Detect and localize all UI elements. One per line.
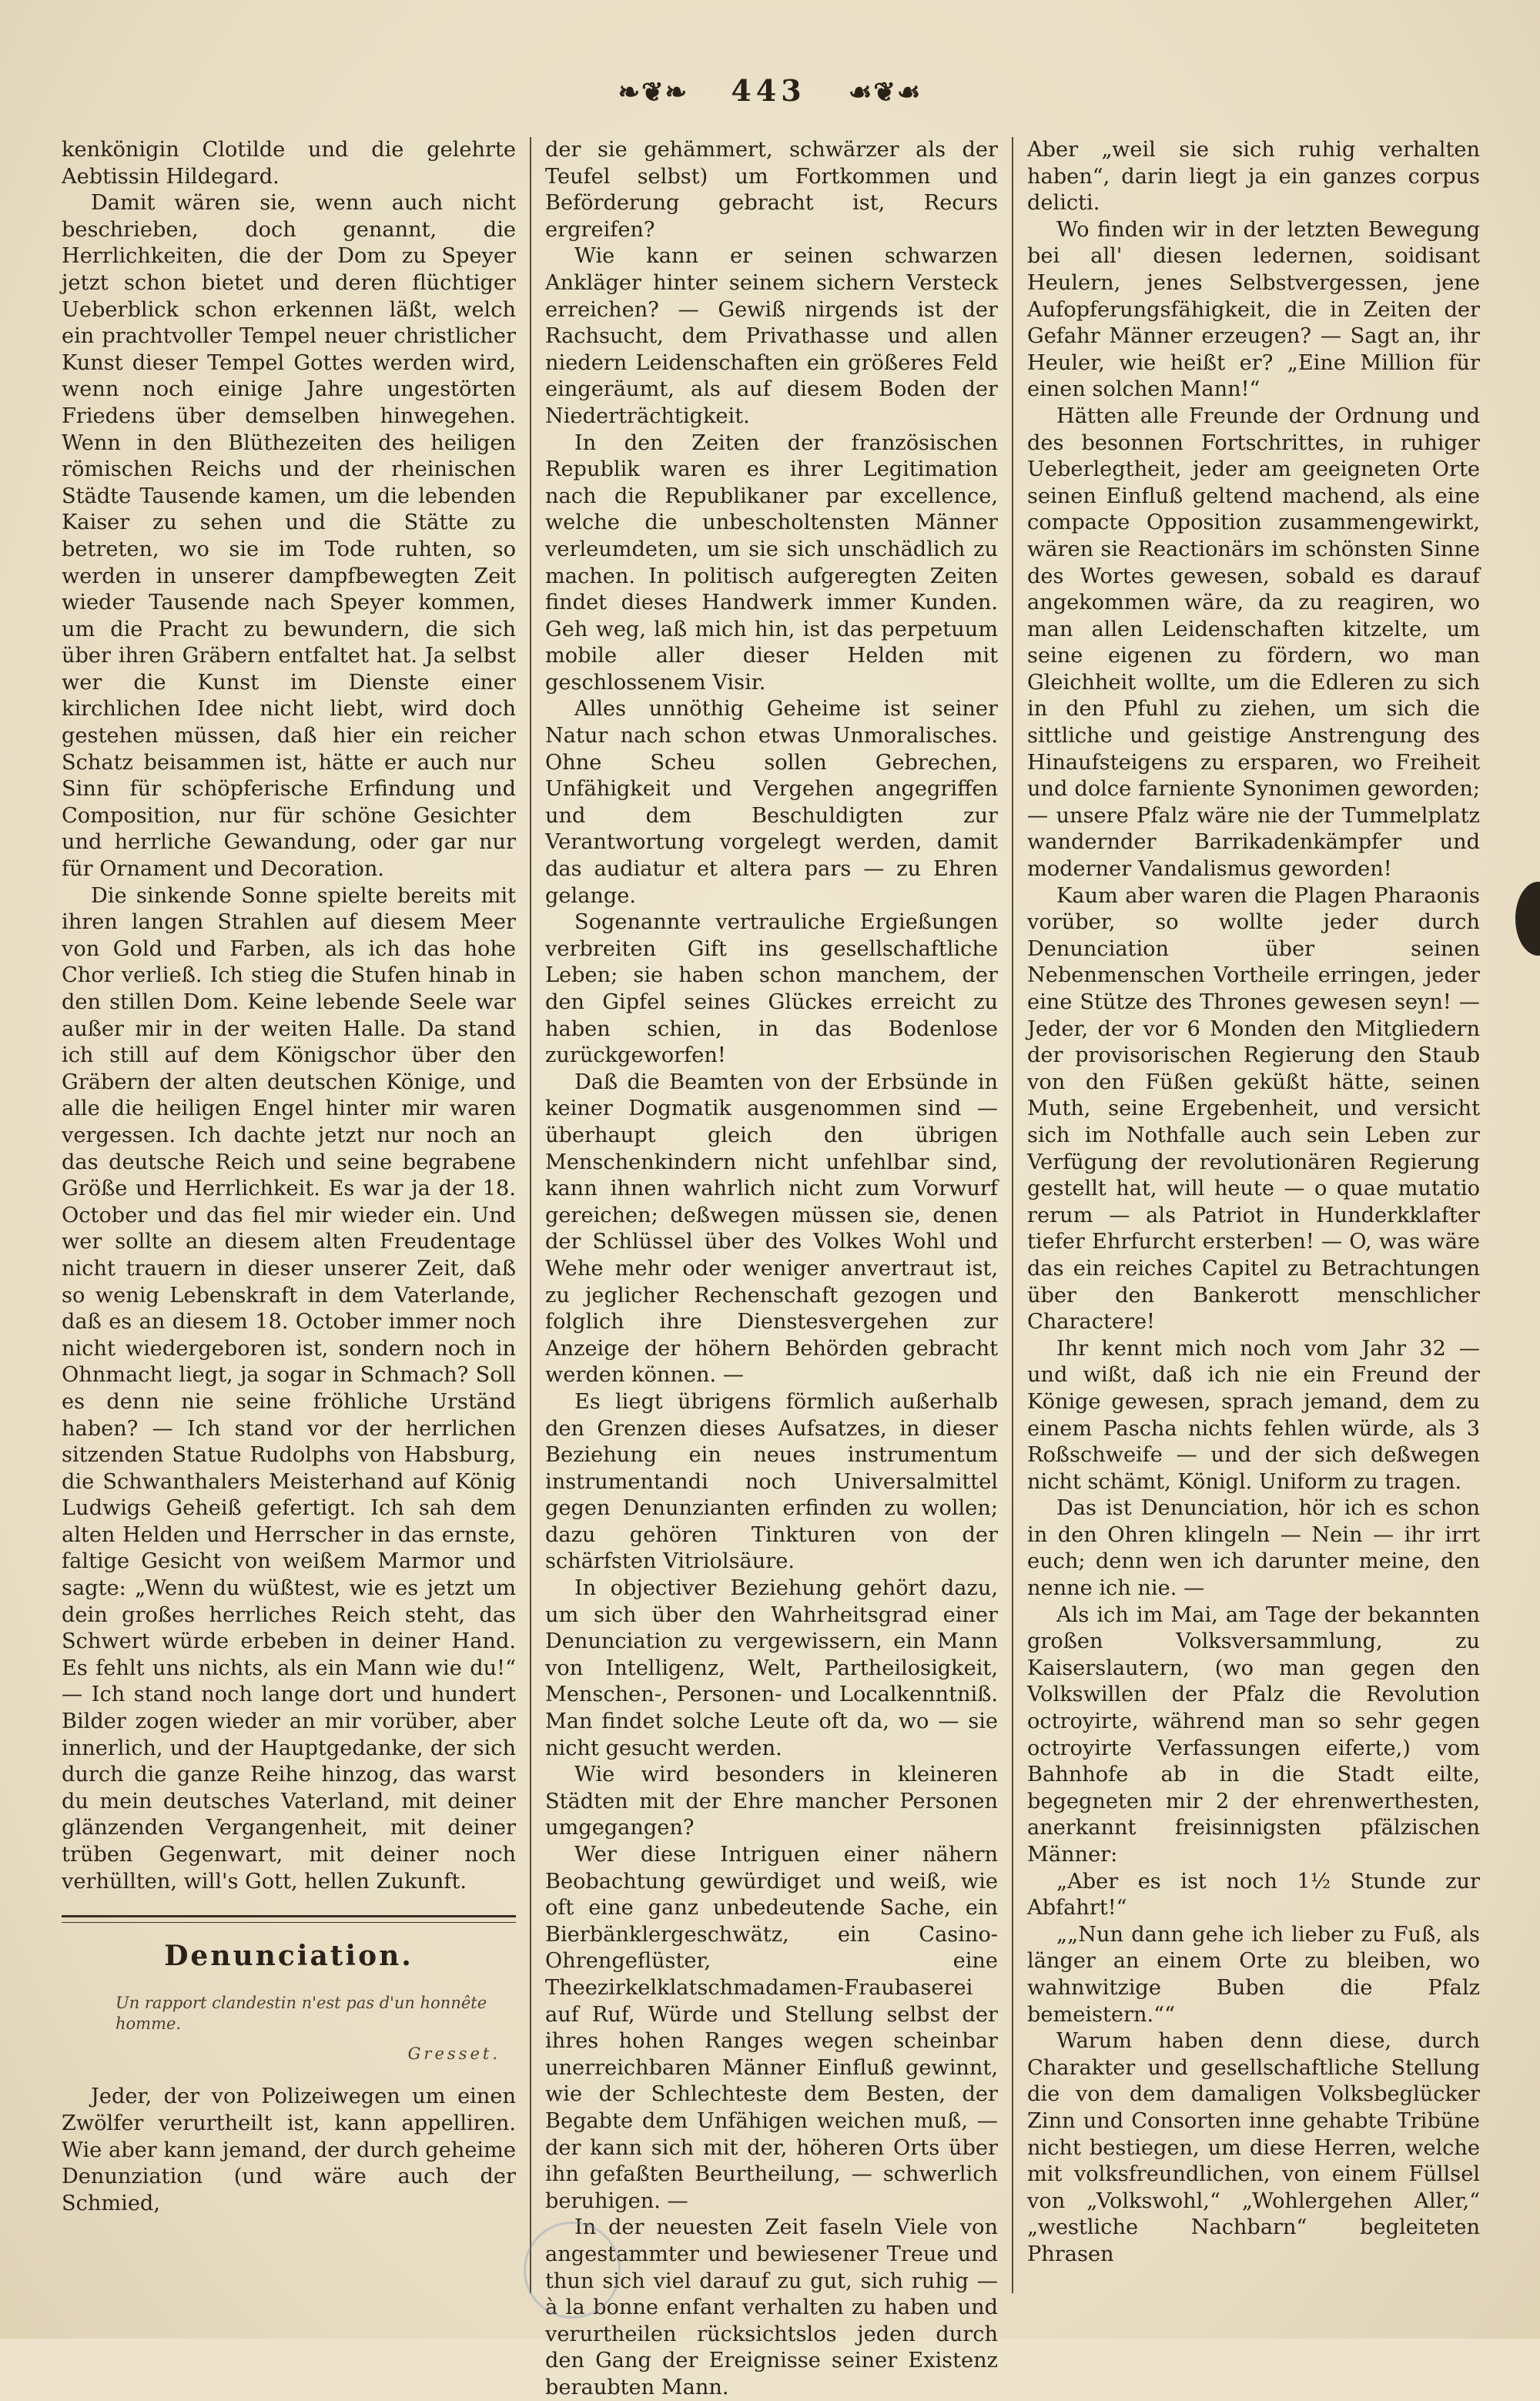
paragraph: Es liegt übrigens förmlich außerhalb den Grenzen dieses Aufsatzes, in dieser Beziehung ein neues instrumentum instrumentandi noch Universalmittel gegen Denunzianten erfinden zu wollen; dazu gehören Tinkturen von der schärfsten Vitriolsäure.	[545, 1389, 998, 1574]
paragraph: „Aber es ist noch 1½ Stunde zur Abfahrt!“	[1027, 1869, 1480, 1920]
epigraph-author: Gresset.	[407, 2044, 500, 2063]
paragraph: Kaum aber waren die Plagen Pharaonis vorüber, so wollte jeder durch Denunciation über seinen Nebenmenschen Vortheile erringen, jeder eine Stütze des Thrones gewesen seyn! — Jeder, der vor 6 Monden den Mitgliedern der provisorischen Regierung den Staub von den Füßen geküßt hätte, seinen Muth, seine Ergebenheit, und versicht sich im Nothfalle auch sein Leben zur Verfügung der revolutionären Regierung gestellt hat, will heute — o quae mutatio rerum — als Patriot in Hunderkklafter tiefer Ehrfurcht ersterben! — O, was wäre das ein reiches Capitel zu Betrachtungen über den Bankerott menschlicher Charactere!	[1027, 883, 1480, 1334]
paragraph: Wo finden wir in der letzten Bewegung bei all' diesen ledernen, soidisant Heulern, jenes Selbstvergessen, jene Aufopferungsfähigkeit, die in Zeiten der Gefahr Männer erzeugen? — Sagt an, ihr Heuler, wie heißt er? „Eine Million für einen solchen Mann!“	[1027, 217, 1480, 402]
epigraph: Un rapport clandestin n'est pas d'un honnête homme.	[116, 1993, 487, 2033]
ornament-left: ❧❦❧	[618, 77, 689, 108]
library-stamp	[524, 2222, 621, 2319]
paragraph: Daß die Beamten von der Erbsünde in keiner Dogmatik ausgenommen sind — überhaupt gleich den übrigen Menschenkindern nicht unfehlbar sind, kann ihnen wahrlich nicht zum Vorwurf gereichen; deßwegen müssen sie, denen der Schlüssel über des Volkes Wohl und Wehe mehr oder weniger anvertraut ist, zu jeglicher Rechenschaft gezogen und folglich ihre Dienstesvergehen zur Anzeige der höhern Behörden gebracht werden können. —	[545, 1070, 998, 1388]
paragraph: Ihr kennt mich noch vom Jahr 32 — und wißt, daß ich nie ein Freund der Könige gewesen, sprach jemand, dem zu einem Pascha nichts fehlen würde, als 3 Roßschweife — und der sich deßwegen nicht schämt, Königl. Uniform zu tragen.	[1027, 1336, 1480, 1494]
paragraph: Aber „weil sie sich ruhig verhalten haben“, darin liegt ja ein ganzes corpus delicti.	[1027, 138, 1480, 216]
paragraph: In der neuesten Zeit faseln Viele von angestammter und bewiesener Treue und thun sich viel darauf zu gut, sich ruhig — à la bonne enfant verhalten zu haben und verurtheilen rücksichtslos jeden durch den Gang der Ereignisse seiner Existenz beraubten Mann.	[545, 2215, 998, 2399]
page-edge-mark	[1515, 882, 1540, 956]
paragraph: „„Nun dann gehe ich lieber zu Fuß, als länger an einem Orte zu bleiben, wo wahnwitzige Buben die Pfalz bemeistern.““	[1027, 1922, 1480, 2027]
text-columns	[48, 137, 1494, 2399]
paragraph: Wie kann er seinen schwarzen Ankläger hinter seinem sichern Versteck erreichen? — Gewiß nirgends ist der Rachsucht, dem Privathasse und allen niedern Leidenschaften ein größeres Feld eingeräumt, als auf diesem Boden der Niederträchtigkeit.	[545, 244, 998, 428]
paragraph: Das ist Denunciation, hör ich es schon in den Ohren klingeln — Nein — ihr irrt euch; denn wen ich darunter meine, den nenne ich nie. —	[1027, 1496, 1480, 1601]
paragraph: Sogenannte vertrauliche Ergießungen verbreiten Gift ins gesellschaftliche Leben; sie haben schon manchem, der den Gipfel seines Glückes erreicht zu haben schien, in das Bodenlose zurückgeworfen!	[545, 910, 998, 1068]
paragraph: Wer diese Intriguen einer nähern Beobachtung gewürdiget und weiß, wie oft eine ganz unbedeutende Sache, ein Bierbänklergeschwätz, ein Casino-Ohrengeflüster, eine Theezirkelklatschmadamen-Fraubaserei auf Ruf, Würde und Stellung selbst der ihres hohen Ranges wegen scheinbar unerreichbaren Männer Einfluß gewinnt, wie der Schlechteste dem Besten, der Begabte dem Unfähigen weichen muß, — der kann sich mit der, höheren Orts über ihn gefaßten Beurtheilung, — schwerlich beruhigen. —	[545, 1843, 998, 2213]
paragraph: Alles unnöthig Geheime ist seiner Natur nach schon etwas Unmoralisches. Ohne Scheu sollen Gebrechen, Unfähigkeit und Vergehen angegriffen und dem Beschuldigten zur Verantwortung vorgelegt werden, damit das audiatur et altera pars — zu Ehren gelange.	[545, 697, 998, 908]
paragraph: Jeder, der von Polizeiwegen um einen Zwölfer verurtheilt ist, kann appelliren. Wie aber kann jemand, der durch geheime Denunziation (und wäre auch der Schmied,	[62, 2085, 516, 2215]
paragraph: Die sinkende Sonne spielte bereits mit ihren langen Strahlen auf diesem Meer von Gold und Farben, als ich das hohe Chor verließ. Ich stieg die Stufen hinab in den stillen Dom. Keine lebende Seele war außer mir in der weiten Halle. Da stand ich still auf dem Königschor über den Gräbern der alten deutschen Könige, und alle die heiligen Engel hinter mir waren vergessen. Ich dachte jetzt nur noch an das deutsche Reich und seine begrabene Größe und Herrlichkeit. Es war ja der 18. October und das fiel mir wieder ein. Und wer sollte an diesem alten Freudentage nicht trauern in dieser unserer Zeit, daß so wenig Lebenskraft in dem Vaterlande, daß es an diesem 18. October immer noch nicht wiedergeboren ist, sondern noch in Ohnmacht liegt, ja sogar in Schmach? Soll es denn nie seine fröhliche Urständ haben? — Ich stand vor der herrlichen sitzenden Statue Rudolphs von Habsburg, die Schwanthalers Meisterhand auf König Ludwigs Geheiß gefertigt. Ich sah dem alten Helden und Herrscher in das ernste, faltige Gesicht von weißem Marmor und sagte: „Wenn du wüßtest, wie es jetzt um dein großes herrliches Reich steht, das Schwert würde erbeben in deiner Hand. Es fehlt uns nichts, als ein Mann wie du!“ — Ich stand noch lange dort und hundert Bilder zogen wieder an mir vorüber, aber innerlich, und der Hauptgedanke, der sich durch die ganze Reihe hinzog, das warst du mein deutsches Vaterland, mit deiner glänzenden Vergangenheit, mit deiner trüben Gegenwart, mit deiner noch verhüllten, will's Gott, hellen Zukunft.	[62, 883, 516, 1894]
column-right	[1012, 137, 1494, 2293]
ornament-right: ☙❦☙	[848, 77, 922, 108]
paragraph: Als ich im Mai, am Tage der bekannten großen Volksversammlung, zu Kaiserslautern, (wo man gegen den Volkswillen der Pfalz die Revolution octroyirte, während man so sehr gegen octroyirte Verfassungen eiferte,) vom Bahnhofe ab in die Stadt eilte, begegneten mir 2 der ehrenwerthesten, anerkannt freisinnigsten pfälzischen Männer:	[1027, 1602, 1480, 1867]
section-title: Denunciation.	[164, 1940, 413, 1973]
section-divider	[62, 1915, 516, 1923]
paragraph: Damit wären sie, wenn auch nicht beschrieben, doch genannt, die Herrlichkeiten, die der Dom zu Speyer jetzt schon bietet und deren flüchtiger Ueberblick schon erkennen läßt, welch ein prachtvoller Tempel neuer christlicher Kunst dieser Tempel Gottes werden wird, wenn noch einige Jahre ungestörten Friedens über demselben hinwegehen. Wenn in den Blüthezeiten des heiligen römischen Reichs und der rheinischen Städte Tausende kamen, um die lebenden Kaiser zu sehen und die Stätte zu betreten, wo sie im Tode ruhten, so werden in unserer dampfbewegten Zeit wieder Tausende nach Speyer kommen, um die Pracht zu bewundern, die sich über ihren Gräbern entfaltet hat. Ja selbst wer die Kunst im Dienste einer kirchlichen Idee nicht liebt, wird doch gestehen müssen, daß hier ein reicher Schatz beisammen ist, hätte er auch nur Sinn für schöpferische Erfindung und Composition, nur für schöne Gesichter und herrliche Gewandung, oder gar nur für Ornament und Decoration.	[62, 191, 516, 882]
paragraph: der sie gehämmert, schwärzer als der Teufel selbst) um Fortkommen und Beförderung gebracht ist, Recurs ergreifen?	[545, 138, 998, 242]
paragraph: kenkönigin Clotilde und die gelehrte Aebtissin Hildegard.	[62, 138, 516, 189]
column-left	[48, 137, 530, 2293]
paragraph: Wie wird besonders in kleineren Städten mit der Ehre mancher Personen umgegangen?	[545, 1763, 998, 1840]
page-header	[0, 73, 1540, 108]
column-middle	[530, 137, 1012, 2399]
page-number: 443	[731, 73, 806, 108]
paragraph: Hätten alle Freunde der Ordnung und des besonnen Fortschrittes, in ruhiger Ueberlegtheit, jeder am geeigneten Orte seinen Einfluß geltend machend, als eine compacte Opposition zusammengewirkt, wären sie Reactionärs im schönsten Sinne des Wortes gewesen, sobald es darauf angekommen wäre, da zu reagiren, wo man allen Leidenschaften kitzelte, um seine eigenen zu fördern, wo man Gleichheit wollte, um die Edleren zu sich in den Pfuhl zu ziehen, um sich die sittliche und geistige Anstrengung des Hinaufsteigens zu ersparen, wo Freiheit und dolce farniente Synonimen geworden; — unsere Pfalz wäre nie der Tummelplatz wandernder Barrikadenkämpfer und moderner Vandalismus geworden!	[1027, 404, 1480, 882]
paragraph: In objectiver Beziehung gehört dazu, um sich über den Wahrheitsgrad einer Denunciation zu vergewissern, ein Mann von Intelligenz, Welt, Partheilosigkeit, Menschen-, Personen- und Localkenntniß. Man findet solche Leute oft da, wo — sie nicht gesucht werden.	[545, 1576, 998, 1760]
paragraph: Warum haben denn diese, durch Charakter und gesellschaftliche Stellung die von dem damaligen Volksbeglücker Zinn und Consorten inne gehabte Tribüne nicht bestiegen, um diese Herren, welche mit volksfreundlichen, von einem Füllsel von „Volkswohl,“ „Wohlergehen Aller,“ „westliche Nachbarn“ begleiteten Phrasen	[1027, 2029, 1480, 2266]
paragraph: In den Zeiten der französischen Republik waren es ihrer Legitimation nach die Republikaner par excellence, welche die unbescholtensten Männer verleumdeten, um sie sich unschädlich zu machen. In politisch aufgeregten Zeiten findet dieses Handwerk immer Kunden. Geh weg, laß mich hin, ist das perpetuum mobile aller dieser Helden mit geschlossenem Visir.	[545, 430, 998, 695]
